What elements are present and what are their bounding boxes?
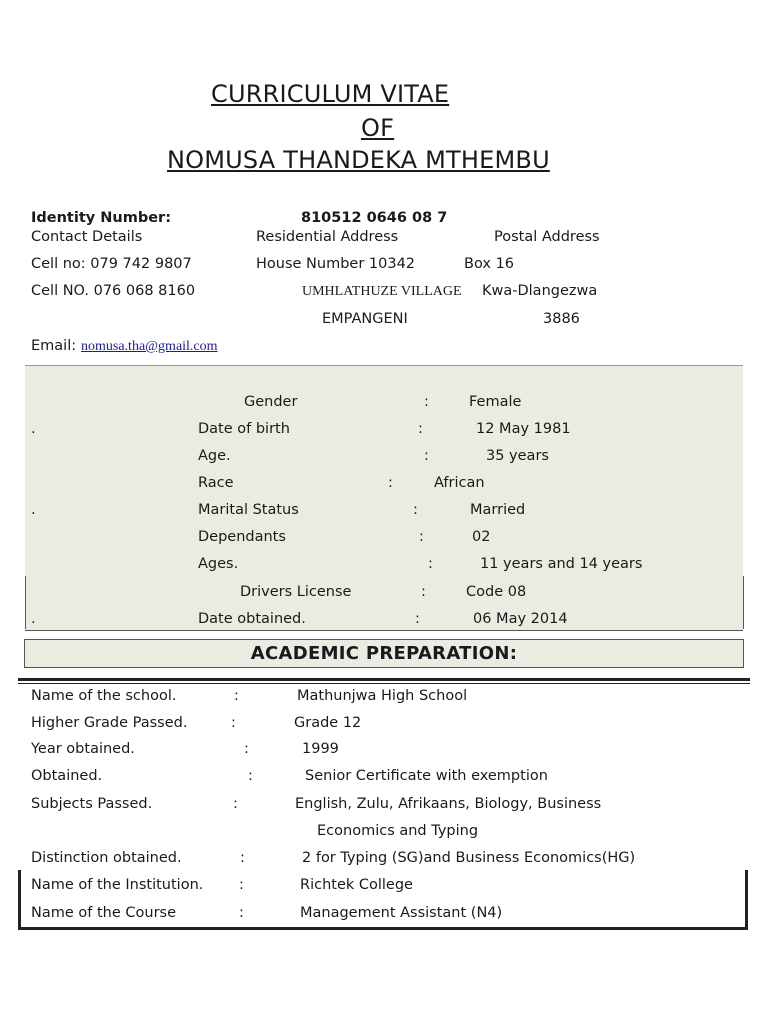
personal-value: Code 08 — [466, 584, 527, 600]
academic-value: Richtek College — [300, 877, 413, 893]
cell-number-2: Cell NO. 076 068 8160 — [31, 283, 196, 299]
identity-value: 810512 0646 08 7 — [301, 210, 448, 226]
personal-colon: : — [418, 421, 423, 437]
cv-name: NOMUSA THANDEKA MTHEMBU — [167, 146, 550, 174]
personal-colon: : — [415, 611, 420, 627]
box-bottom-border — [25, 630, 743, 631]
email-label: Email: — [31, 338, 77, 354]
academic-colon: : — [239, 905, 244, 921]
academic-value: Grade 12 — [294, 715, 362, 731]
personal-value: 06 May 2014 — [473, 611, 568, 627]
personal-value: 12 May 1981 — [476, 421, 571, 437]
row-dot: . — [31, 421, 36, 437]
personal-colon: : — [424, 448, 429, 464]
personal-value: 11 years and 14 years — [480, 556, 643, 572]
academic-value: Mathunjwa High School — [297, 688, 468, 704]
academic-label: Higher Grade Passed. — [31, 715, 188, 731]
academic-colon: : — [248, 768, 253, 784]
academic-heading-box — [24, 639, 744, 668]
personal-value: 02 — [472, 529, 491, 545]
academic-colon: : — [234, 688, 239, 704]
residential-heading: Residential Address — [256, 229, 399, 245]
academic-colon: : — [240, 850, 245, 866]
section-rule — [18, 678, 750, 681]
email-link[interactable]: nomusa.tha@gmail.com — [81, 339, 218, 354]
section-rule-thin — [18, 683, 750, 684]
academic-label: Name of the Institution. — [31, 877, 204, 893]
academic-value-continued: Economics and Typing — [317, 823, 479, 839]
contact-heading: Contact Details — [31, 229, 143, 245]
academic-label: Year obtained. — [31, 741, 135, 757]
personal-colon: : — [421, 584, 426, 600]
academic-value: English, Zulu, Afrikaans, Biology, Business — [295, 796, 602, 812]
frame-left-border — [18, 870, 21, 928]
academic-label: Obtained. — [31, 768, 103, 784]
personal-value: African — [434, 475, 485, 491]
personal-label: Marital Status — [198, 502, 299, 518]
academic-colon: : — [239, 877, 244, 893]
academic-colon: : — [231, 715, 236, 731]
academic-value: 1999 — [302, 741, 339, 757]
personal-label: Dependants — [198, 529, 286, 545]
postal-box: Box 16 — [464, 256, 515, 272]
village: UMHLATHUZE VILLAGE — [302, 284, 462, 299]
academic-value: Senior Certificate with exemption — [305, 768, 548, 784]
academic-label: Name of the Course — [31, 905, 176, 921]
personal-colon: : — [419, 529, 424, 545]
personal-label: Race — [198, 475, 234, 491]
personal-colon: : — [424, 394, 429, 410]
cv-title: CURRICULUM VITAE — [211, 80, 450, 108]
academic-colon: : — [233, 796, 238, 812]
personal-details-box — [25, 365, 743, 631]
row-dot: . — [31, 611, 36, 627]
academic-label: Distinction obtained. — [31, 850, 182, 866]
personal-label: Ages. — [198, 556, 239, 572]
academic-colon: : — [244, 741, 249, 757]
personal-label: Gender — [244, 394, 298, 410]
personal-value: Female — [469, 394, 522, 410]
personal-value: 35 years — [486, 448, 549, 464]
personal-label: Date obtained. — [198, 611, 306, 627]
academic-value: 2 for Typing (SG)and Business Economics(HG) — [302, 850, 636, 866]
personal-colon: : — [388, 475, 393, 491]
frame-right-border — [745, 870, 748, 928]
town: EMPANGENI — [322, 311, 408, 327]
academic-value: Management Assistant (N4) — [300, 905, 503, 921]
cell-number-1: Cell no: 079 742 9807 — [31, 256, 192, 272]
box-left-border — [25, 576, 26, 629]
personal-label: Date of birth — [198, 421, 290, 437]
personal-label: Drivers License — [240, 584, 352, 600]
personal-colon: : — [428, 556, 433, 572]
identity-label: Identity Number: — [31, 210, 171, 226]
personal-colon: : — [413, 502, 418, 518]
box-right-border — [743, 576, 744, 629]
academic-label: Name of the school. — [31, 688, 177, 704]
frame-bottom-border — [18, 927, 748, 930]
postal-place: Kwa-Dlangezwa — [482, 283, 598, 299]
academic-label: Subjects Passed. — [31, 796, 153, 812]
academic-heading: ACADEMIC PREPARATION: — [250, 643, 518, 664]
personal-value: Married — [470, 502, 526, 518]
row-dot: . — [31, 502, 36, 518]
cv-title-of: OF — [361, 114, 395, 142]
postal-code: 3886 — [543, 311, 580, 327]
postal-heading: Postal Address — [494, 229, 600, 245]
house-number: House Number 10342 — [256, 256, 416, 272]
personal-label: Age. — [198, 448, 231, 464]
